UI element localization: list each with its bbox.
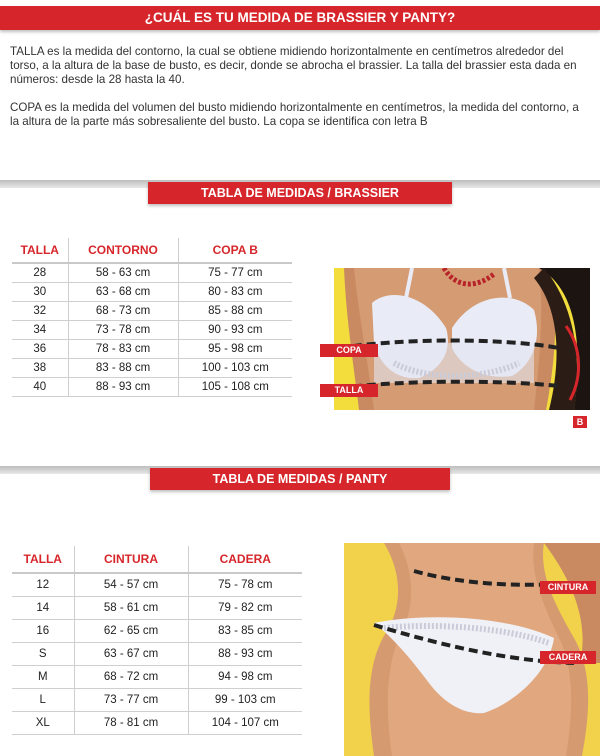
- cintura-cell: 62 - 65 cm: [74, 619, 188, 642]
- copa-cell: 75 - 77 cm: [178, 263, 292, 282]
- cintura-cell: 78 - 81 cm: [74, 711, 188, 734]
- col-header-cadera: CADERA: [188, 546, 302, 573]
- talla-cell: 12: [12, 573, 74, 596]
- copa-cell: 100 - 103 cm: [178, 358, 292, 377]
- contorno-cell: 58 - 63 cm: [68, 263, 178, 282]
- cadera-cell: 104 - 107 cm: [188, 711, 302, 734]
- copa-cell: 85 - 88 cm: [178, 301, 292, 320]
- cadera-cell: 79 - 82 cm: [188, 596, 302, 619]
- copa-cell: 95 - 98 cm: [178, 339, 292, 358]
- col-header-talla: TALLA: [12, 238, 68, 263]
- page-title: ¿CUÁL ES TU MEDIDA DE BRASSIER Y PANTY?: [144, 10, 456, 25]
- cintura-cell: 68 - 72 cm: [74, 665, 188, 688]
- table-row: [12, 642, 302, 665]
- talla-cell: 40: [12, 377, 68, 396]
- talla-cell: 36: [12, 339, 68, 358]
- copa-label: COPA: [320, 344, 378, 357]
- contorno-cell: 78 - 83 cm: [68, 339, 178, 358]
- table-row: [12, 282, 292, 301]
- cadera-cell: 88 - 93 cm: [188, 642, 302, 665]
- table-row: [12, 301, 292, 320]
- col-header-contorno: CONTORNO: [68, 238, 178, 263]
- talla-label: TALLA: [320, 384, 378, 397]
- page-header-bar: [0, 6, 600, 30]
- contorno-cell: 63 - 68 cm: [68, 282, 178, 301]
- talla-cell: M: [12, 665, 74, 688]
- talla-cell: 32: [12, 301, 68, 320]
- table-row: [12, 377, 292, 396]
- col-header-cintura: CINTURA: [74, 546, 188, 573]
- talla-description: TALLA es la medida del contorno, la cual se obtiene midiendo horizontalmente en centímetros alrededor del torso, a la altura de la base de busto, es decir, donde se abrocha el brassier. La talla del brassier esta dada en números: desde la 28 hasta la 40.: [10, 45, 577, 86]
- brassier-size-table: [12, 238, 292, 397]
- copa-cell: 90 - 93 cm: [178, 320, 292, 339]
- talla-cell: 14: [12, 596, 74, 619]
- col-header-talla: TALLA: [12, 546, 74, 573]
- table-row: [12, 665, 302, 688]
- cintura-label: CINTURA: [540, 581, 596, 594]
- cintura-cell: 73 - 77 cm: [74, 688, 188, 711]
- brassier-section-bar: [148, 182, 452, 204]
- cadera-cell: 94 - 98 cm: [188, 665, 302, 688]
- brassier-section-title: TABLA DE MEDIDAS / BRASSIER: [201, 186, 399, 200]
- table-row: [12, 619, 302, 642]
- copa-cell: 80 - 83 cm: [178, 282, 292, 301]
- talla-cell: 30: [12, 282, 68, 301]
- talla-cell: 38: [12, 358, 68, 377]
- panty-model-photo: [344, 543, 600, 756]
- cadera-cell: 99 - 103 cm: [188, 688, 302, 711]
- table-row: [12, 339, 292, 358]
- contorno-cell: 88 - 93 cm: [68, 377, 178, 396]
- table-row: [12, 263, 292, 282]
- contorno-cell: 68 - 73 cm: [68, 301, 178, 320]
- col-header-copa: COPA B: [178, 238, 292, 263]
- panty-section-bar: [150, 468, 450, 490]
- talla-cell: XL: [12, 711, 74, 734]
- talla-cell: 16: [12, 619, 74, 642]
- cadera-label: CADERA: [540, 651, 596, 664]
- copa-description: COPA es la medida del volumen del busto midiendo horizontalmente en centímetros, la medida del contorno, a la altura de la parte más sobresaliente del busto. La copa se identifica con letra B: [10, 101, 579, 128]
- talla-cell: L: [12, 688, 74, 711]
- table-row: [12, 711, 302, 734]
- talla-cell: S: [12, 642, 74, 665]
- cintura-cell: 63 - 67 cm: [74, 642, 188, 665]
- copa-cell: 105 - 108 cm: [178, 377, 292, 396]
- table-row: [12, 688, 302, 711]
- talla-cell: 28: [12, 263, 68, 282]
- cadera-cell: 75 - 78 cm: [188, 573, 302, 596]
- cintura-cell: 54 - 57 cm: [74, 573, 188, 596]
- contorno-cell: 73 - 78 cm: [68, 320, 178, 339]
- panty-size-table: [12, 546, 302, 735]
- panty-section-title: TABLA DE MEDIDAS / PANTY: [212, 472, 388, 486]
- cadera-cell: 83 - 85 cm: [188, 619, 302, 642]
- table-row: [12, 320, 292, 339]
- panty-illustration: [344, 543, 600, 756]
- table-row: [12, 573, 302, 596]
- cintura-cell: 58 - 61 cm: [74, 596, 188, 619]
- table-row: [12, 596, 302, 619]
- contorno-cell: 83 - 88 cm: [68, 358, 178, 377]
- copa-b-badge: B: [573, 416, 587, 428]
- table-row: [12, 358, 292, 377]
- talla-cell: 34: [12, 320, 68, 339]
